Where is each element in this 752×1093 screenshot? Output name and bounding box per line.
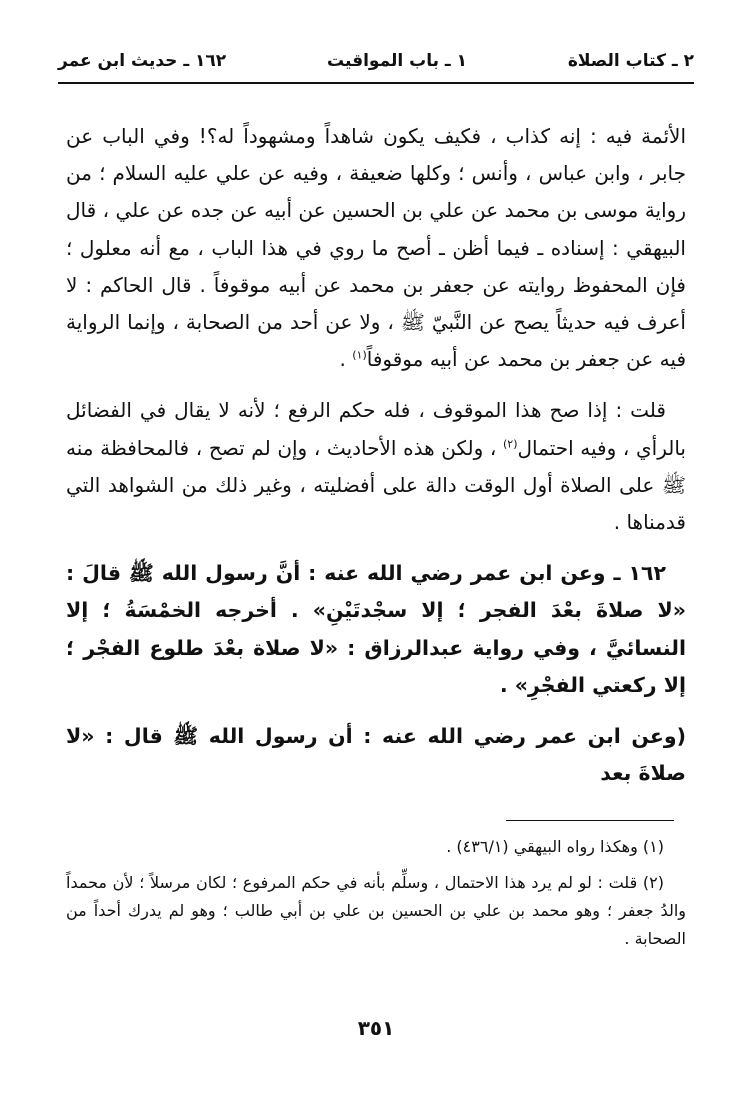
footnote-ref-1: (١) — [352, 348, 367, 362]
paragraph-2-text: قلت : إذا صح هذا الموقوف ، فله حكم الرفع ؛ لأنه لا يقال في الفضائل بالرأي ، وفيه احتمال — [66, 398, 686, 460]
paragraph-2-end: ، ولكن هذه الأحاديث ، وإن لم تصح ، فالمحافظة منه ﷺ على الصلاة أول الوقت دالة على أفضليته ، وغير ذلك من الشواهد التي قدمناها . — [66, 435, 686, 535]
page-number: ٣٥١ — [357, 1016, 395, 1040]
paragraph-1-end: . — [339, 347, 353, 372]
header-book-title: ٢ ـ كتاب الصلاة — [567, 51, 694, 71]
header-hadith-title: ١٦٢ ـ حديث ابن عمر — [58, 51, 227, 71]
paragraph-1-text: الأئمة فيه : إنه كذاب ، فكيف يكون شاهداً ومشهوداً له؟! وفي الباب عن جابر ، وابن عباس ، وأنس ؛ وكلها ضعيفة ، وفيه عن علي عليه السلام ؛ من رواية موسى بن محمد عن علي بن الحسين عن أبيه عن جده عن علي ، قال البيهقي : إسناده ـ فيما أظن ـ أصح ما روي في هذا الباب ، مع أنه معلول ؛ فإن المحفوظ روايته عن جعفر بن محمد عن أبيه موقوفاً . قال الحاكم : لا أعرف فيه حديثاً يصح عن النَّبيّ ﷺ ، ولا عن أحد من الصحابة ، وإنما الرواية فيه عن جعفر بن محمد عن أبيه موقوفاً — [66, 124, 686, 372]
running-header — [58, 46, 694, 76]
footnote-2: (٢) قلت : لو لم يرد هذا الاحتمال ، وسلِّم بأنه في حكم المرفوع ؛ لكان مرسلاً ؛ لأن محمداً والدُ جعفر ؛ وهو محمد بن علي بن الحسين بن علي بن أبي طالب ؛ وهو لم يدرك أحداً من الصحابة . — [66, 873, 686, 948]
header-divider — [58, 82, 694, 84]
paragraph-2 — [66, 392, 686, 541]
paragraph-1 — [66, 118, 686, 378]
header-chapter-title: ١ ـ باب المواقيت — [327, 51, 467, 71]
main-text — [66, 118, 686, 792]
footnotes — [66, 833, 686, 953]
footnote-divider — [506, 820, 674, 821]
footnote-ref-2: (٢) — [503, 436, 518, 450]
footnote-1: (١) وهكذا رواه البيهقي (٤٣٦/١) . — [446, 837, 664, 856]
hadith-variant: (وعن ابن عمر رضي الله عنه : أن رسول الله ﷺ قال : «لا صلاةَ بعد — [66, 724, 686, 786]
hadith-162: ١٦٢ ـ وعن ابن عمر رضي الله عنه : أنَّ رسول الله ﷺ قالَ : «لا صلاةَ بعْدَ الفجر ؛ إلا سجْدتَيْنِ» . أخرجه الخمْسَةُ ؛ إلا النسائيَّ ، وفي رواية عبدالرزاق : «لا صلاة بعْدَ طلوع الفجْر ؛ إلا ركعتي الفجْرِ» . — [66, 561, 686, 697]
